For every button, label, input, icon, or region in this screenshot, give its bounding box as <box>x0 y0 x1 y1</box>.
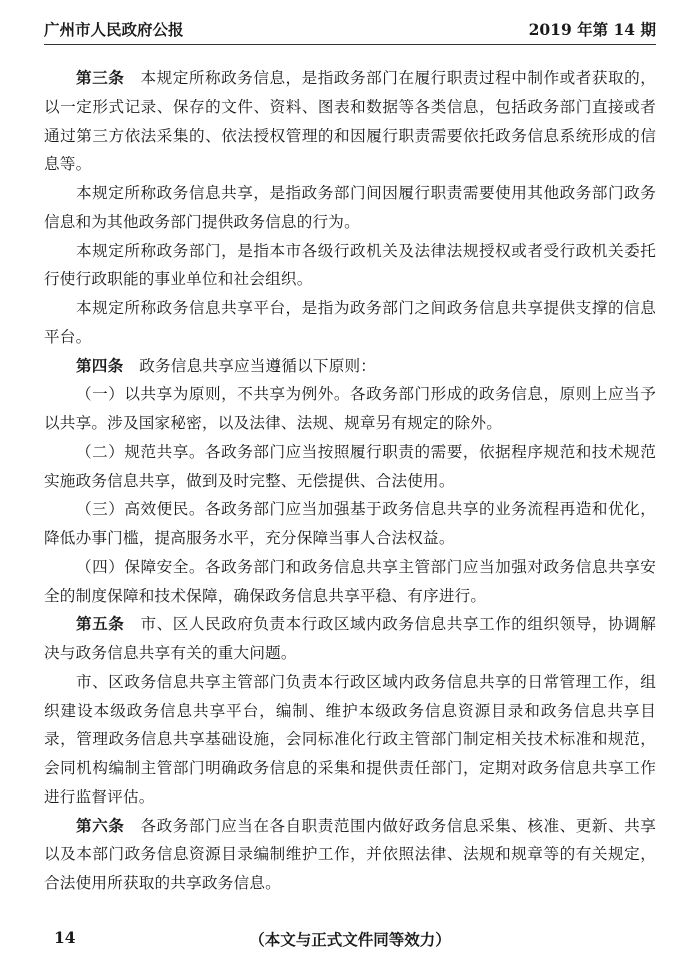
article-heading: 第六条 <box>76 815 125 835</box>
paragraph-article-5 <box>44 610 656 668</box>
gazette-title: 广州市人民政府公报 <box>44 20 184 39</box>
paragraph-text: （四）保障安全。各政务部门和政务信息共享主管部门应当加强对政务信息共享安全的制度保障和技术保障，确保政务信息共享平稳、有序进行。 <box>44 557 656 605</box>
validity-note: （本文与正式文件同等效力） <box>249 930 451 949</box>
paragraph-text: 本规定所称政务信息，是指政务部门在履行职责过程中制作或者获取的，以一定形式记录、保存的文件、资料、图表和数据等各类信息，包括政务部门直接或者通过第三方依法采集的、依法授权管理的和因履行职责需要依托政务信息系统形成的信息等。 <box>44 69 656 174</box>
paragraph-text: （一）以共享为原则，不共享为例外。各政务部门形成的政务信息，原则上应当予以共享。涉及国家秘密，以及法律、法规、规章另有规定的除外。 <box>44 385 656 432</box>
paragraph-article-3 <box>44 64 656 179</box>
paragraph <box>44 237 656 295</box>
article-heading: 第四条 <box>76 355 124 375</box>
paragraph-text: 本规定所称政务信息共享平台，是指为政务部门之间政务信息共享提供支撑的信息平台。 <box>44 299 656 346</box>
paragraph-text: （三）高效便民。各政务部门应当加强基于政务信息共享的业务流程再造和优化，降低办事门槛，提高服务水平，充分保障当事人合法权益。 <box>44 500 656 547</box>
document-body <box>44 64 656 898</box>
paragraph-text: 政务信息共享应当遵循以下原则： <box>139 356 377 375</box>
article-heading: 第三条 <box>76 68 125 87</box>
header-rule <box>44 44 656 45</box>
paragraph <box>44 668 656 812</box>
paragraph <box>44 380 656 438</box>
paragraph-text: 本规定所称政务信息共享，是指政务部门间因履行职责需要使用其他政务部门政务信息和为其他政务部门提供政务信息的行为。 <box>44 184 656 231</box>
page-header <box>44 16 656 40</box>
article-heading: 第五条 <box>76 614 125 634</box>
issue-number: 2019 年第 14 期 <box>528 20 656 39</box>
paragraph <box>44 294 656 352</box>
paragraph-text: 市、区政务信息共享主管部门负责本行政区域内政务信息共享的日常管理工作，组织建设本级政务信息共享平台，编制、维护本级政务信息资源目录和政务信息共享目录，管理政务信息共享基础设施，会同标准化行政主管部门制定相关技术标准和规范，会同机构编制主管部门明确政务信息的采集和提供责任部门，定期对政务信息共享工作进行监督评估。 <box>44 672 656 806</box>
paragraph-text: （二）规范共享。各政务部门应当按照履行职责的需要，依据程序规范和技术规范实施政务信息共享，做到及时完整、无偿提供、合法使用。 <box>44 442 656 490</box>
paragraph-text: 本规定所称政务部门，是指本市各级行政机关及法律法规授权或者受行政机关委托行使行政职能的事业单位和社会组织。 <box>44 241 656 289</box>
paragraph <box>44 495 656 553</box>
paragraph <box>44 438 656 496</box>
paragraph-text: 各政务部门应当在各自职责范围内做好政务信息采集、核准、更新、共享以及本部门政务信息资源目录编制维护工作，并依照法律、法规和规章等的有关规定，合法使用所获取的共享政务信息。 <box>44 816 656 892</box>
paragraph-text: 市、区人民政府负责本行政区域内政务信息共享工作的组织领导，协调解决与政务信息共享有关的重大问题。 <box>44 615 656 662</box>
page-number: 14 <box>54 928 76 947</box>
paragraph-article-4 <box>44 352 656 381</box>
page-footer <box>44 928 656 950</box>
paragraph-article-6 <box>44 812 656 898</box>
paragraph <box>44 553 656 611</box>
paragraph <box>44 179 656 237</box>
